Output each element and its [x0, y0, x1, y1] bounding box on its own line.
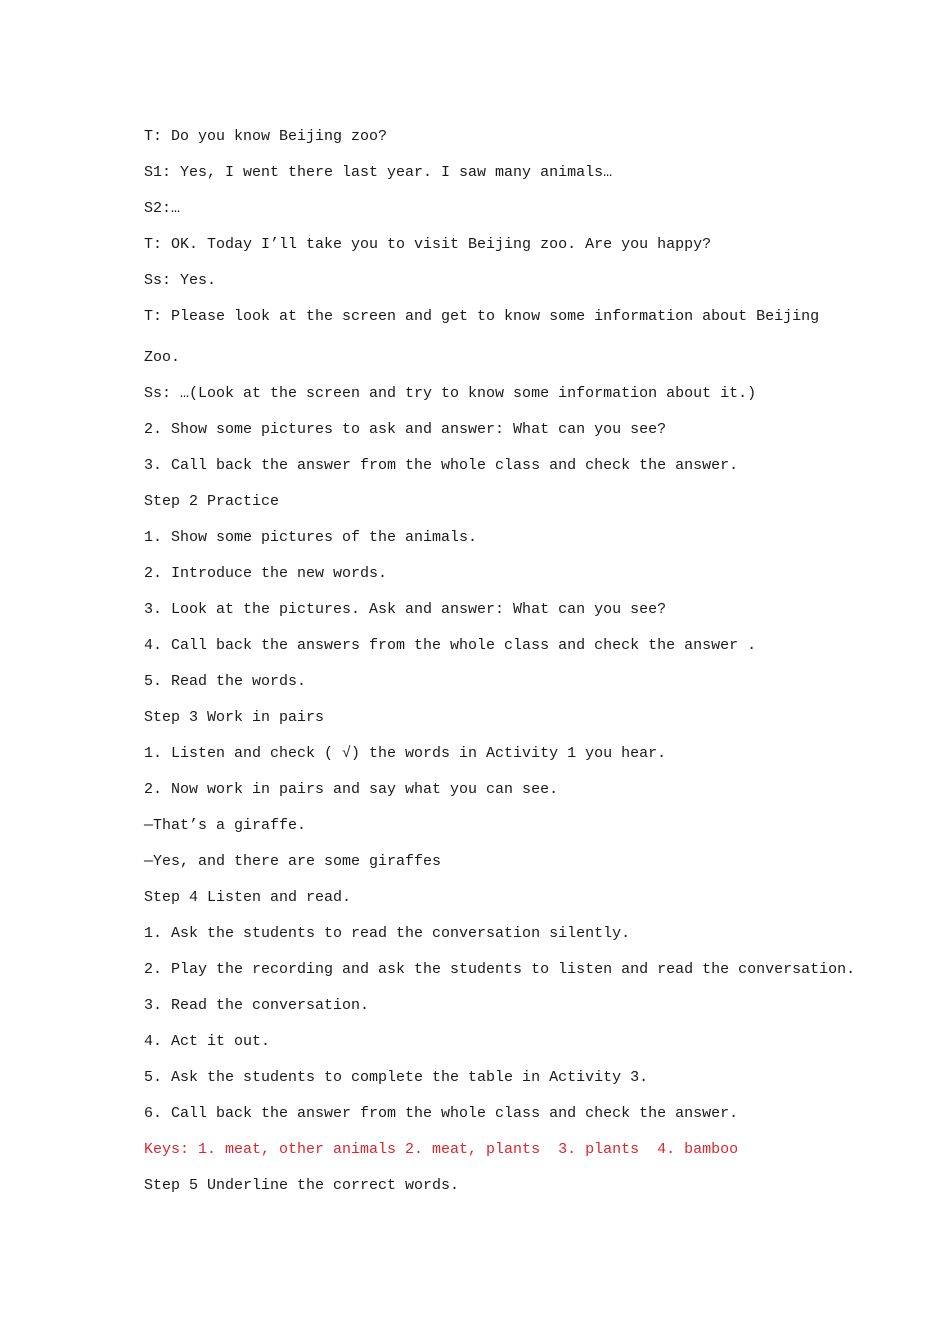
dialogue-line: T: Do you know Beijing zoo? [144, 128, 388, 145]
instruction-line: 5. Ask the students to complete the table in Activity 3. [144, 1069, 649, 1086]
instruction-line: 1. Listen and check ( √) the words in Activity 1 you hear. [144, 745, 667, 762]
instruction-line: 5. Read the words. [144, 673, 307, 690]
instruction-line: 2. Now work in pairs and say what you can see. [144, 781, 559, 798]
instruction-line: 6. Call back the answer from the whole class and check the answer. [144, 1105, 739, 1122]
instruction-line: 3. Look at the pictures. Ask and answer: What can you see? [144, 601, 667, 618]
step-heading: Step 3 Work in pairs [144, 709, 325, 726]
instruction-line: 1. Show some pictures of the animals. [144, 529, 478, 546]
dialogue-line: S2:… [144, 200, 181, 217]
instruction-line: 3. Read the conversation. [144, 997, 370, 1014]
instruction-line: 3. Call back the answer from the whole class and check the answer. [144, 457, 739, 474]
dialogue-line: Ss: Yes. [144, 272, 217, 289]
instruction-line: 2. Show some pictures to ask and answer: What can you see? [144, 421, 667, 438]
instruction-line: 2. Introduce the new words. [144, 565, 388, 582]
dialogue-line: Zoo. [144, 349, 181, 366]
dialogue-line: —That’s a giraffe. [144, 817, 307, 834]
dialogue-line: T: OK. Today I’ll take you to visit Beijing zoo. Are you happy? [144, 236, 712, 253]
dialogue-line: Ss: …(Look at the screen and try to know some information about it.) [144, 385, 757, 402]
step-heading: Step 2 Practice [144, 493, 280, 510]
dialogue-line: T: Please look at the screen and get to know some information about Beijing [144, 308, 820, 325]
dialogue-line: —Yes, and there are some giraffes [144, 853, 442, 870]
instruction-line: 1. Ask the students to read the conversation silently. [144, 925, 631, 942]
instruction-line: 4. Act it out. [144, 1033, 271, 1050]
step-heading: Step 5 Underline the correct words. [144, 1177, 460, 1194]
dialogue-line: S1: Yes, I went there last year. I saw many animals… [144, 164, 613, 181]
instruction-line: 4. Call back the answers from the whole class and check the answer . [144, 637, 757, 654]
answer-keys: Keys: 1. meat, other animals 2. meat, plants 3. plants 4. bamboo [144, 1141, 739, 1158]
instruction-line: 2. Play the recording and ask the students to listen and read the conversation. [144, 961, 856, 978]
step-heading: Step 4 Listen and read. [144, 889, 352, 906]
